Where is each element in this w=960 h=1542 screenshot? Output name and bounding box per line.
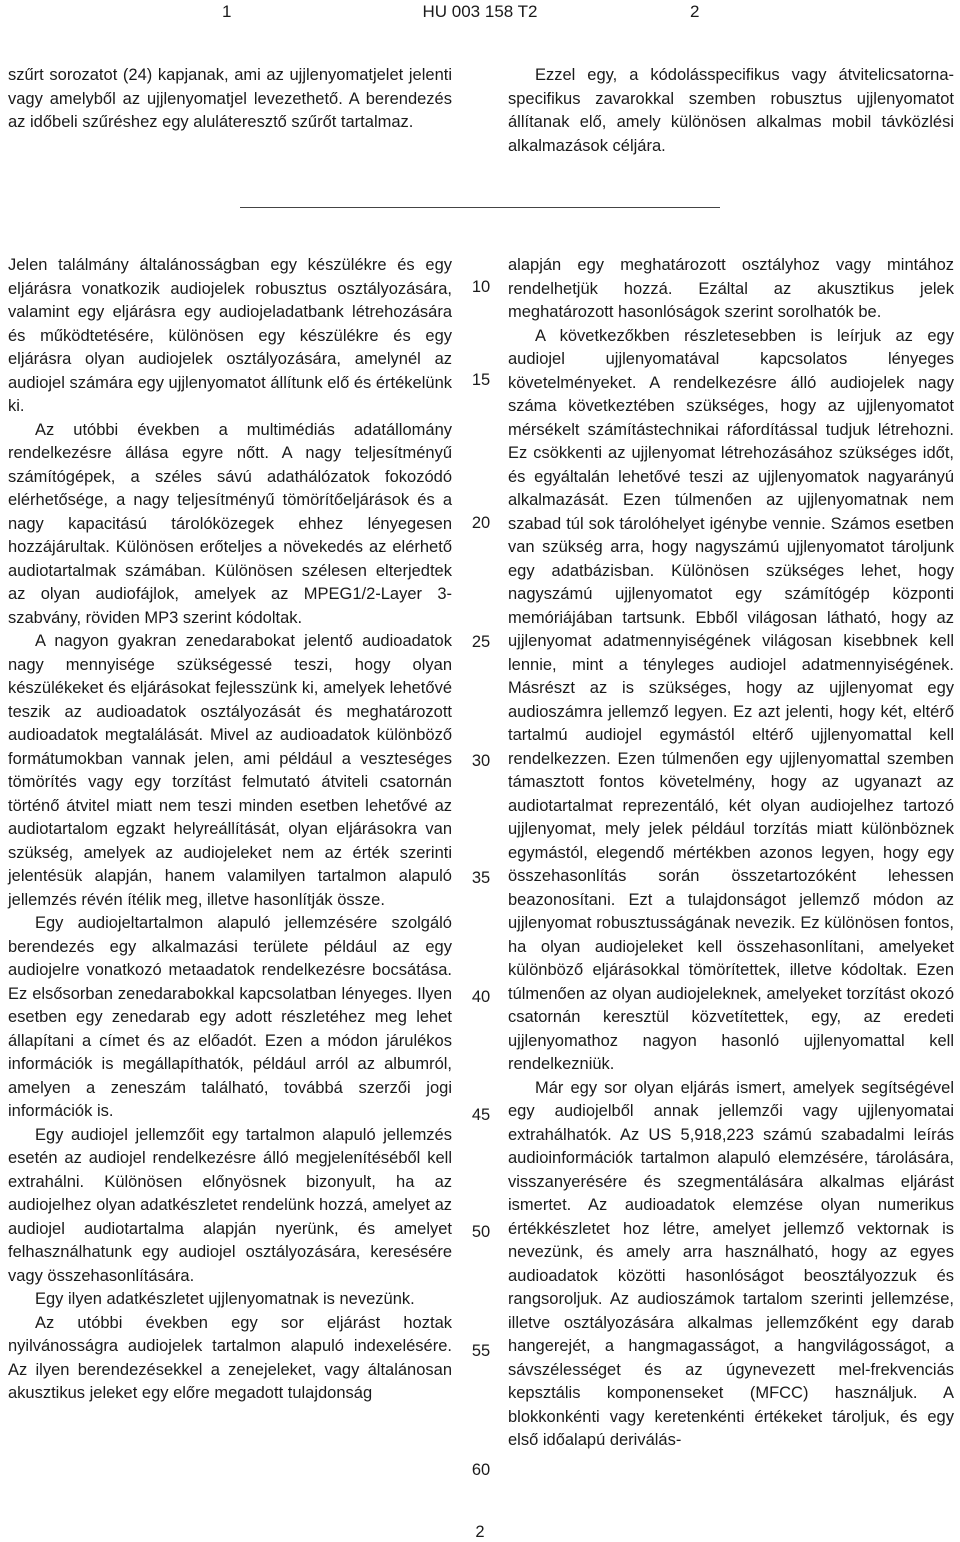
line-number: 35: [471, 869, 491, 887]
line-number: 10: [471, 278, 491, 296]
paragraph: A következőkben részletesebben is leírjuk az egy audiojel ujjlenyomatával kapcsolatos lényeges követelményeket. A rendelkezésre álló audiojelek nagy száma következtében szükséges, hogy az ujjlenyomatot mérsékelt számítástechnikai ráfordítással tudjuk létrehozni. Ez csökkenti az ujjlenyomat létrehozásához szükséges időt, és egyáltalán lehetővé teszi az ujjlenyomatok nagyarányú alkalmazását. Ezen túlmenően az ujjlenyomatnak nem szabad túl sok tárolóhelyet igénybe vennie. Számos esetben van szükség arra, hogy nagyszámú ujjlenyomatot tároljunk egy adatbázisban. Különösen szükséges lehet, hogy nagyszámú ujjlenyomatot egy számítógép központi memóriájában tartsunk. Ebből világosan látható, hogy az ujjlenyomat adatmennyiségének világosan kisebbnek kell lennie, mint a tényleges audiojel adatmennyiségének. Másrészt az is szükséges, hogy az ujjlenyomat egy audioszámra jellemző legyen. Ez azt jelenti, hogy két, eltérő tartalmú audiojel egymástól eltérő ujjlenyomattal kell rendelkezzen. Ezen túlmenően egy ujjlenyomattal szemben támasztott fontos követelmény, hogy az ugyanazt az audiotartalmat reprezentáló, két olyan audiojelhez tartozó ujjlenyomat, mely jelek például torzítás miatt különböznek egymástól, elegendő mértékben azonos legyen, hogy egy összehasonlítás során összetartozóként lehessen beazonosítani. Ezt a tulajdonságot jellemző módon az ujjlenyomat robusztusságának nevezik. Ez különösen fontos, ha olyan audiojeleket kell összehasonlítani, amelyeket különböző eljárásokkal tömörítettek, illetve kódoltak. Ezen túlmenően az olyan audiojeleknek, amelyeket torzítást okozó csatornán keresztül közvetítettek, egy, az eredeti ujjlenyomathoz nagyon hasonló ujjlenyomattal kell rendelkezniük.: [508, 326, 954, 1073]
paragraph: Egy audiojeltartalmon alapuló jellemzésére szolgáló berendezés egy alkalmazási területe például az egy audiojelre vonatkozó metaadatok rendelkezésre bocsátása. Ez elsősorban zenedarabokkal kapcsolatban lényeges. Ilyen esetben egy zenedarab egy adott részletéhez meg lehet állapítani a címet és az előadót. Ezen a módon járulékos információk is megállapíthatók, például arról az albumról, amelyen a zeneszám található, továbbá szerzői jogi információk is.: [8, 914, 452, 1120]
paragraph: Az utóbbi években egy sor eljárást hoztak nyilvánosságra audiojelek tartalmon alapuló indexelésére. Az ilyen berendezésekkel a zenejeleket, vagy általánosan akusztikus jeleket egy előre megadott tulajdonság: [8, 1313, 452, 1402]
page-number-left: 1: [222, 2, 232, 21]
line-number: 30: [471, 752, 491, 770]
line-number: 55: [471, 1342, 491, 1360]
line-number: 20: [471, 514, 491, 532]
page-footer-number: 2: [475, 1523, 485, 1541]
page-header: [0, 0, 960, 28]
paragraph: Egy audiojel jellemzőit egy tartalmon alapuló jellemzés esetén az audiojel rendelkezésre álló megjelenítéséből kell extrahálni. Különösen előnyösnek bizonyult, ha az audiojelhez olyan adatkészletet rendelünk hozzá, amelyet az audiojel audiotartalma alapján nyerünk, és amelyet felhasználhatunk egy audiojel osztályozására, keresésére vagy összehasonlítására.: [8, 1125, 452, 1285]
paragraph: Egy ilyen adatkészletet ujjlenyomatnak is nevezünk.: [35, 1290, 415, 1308]
paragraph: Az utóbbi években a multimédiás adatállomány rendelkezésre állása egyre nőtt. A nagy teljesítményű számítógépek, a széles sávú adathálózatok fokozódó elérhetősége, a nagy teljesítményű tömörítőeljárások és a nagy kapacitású tárolóközegek ehhez lényegesen hozzájárultak. Különösen erőteljes a növekedés az elérhető audiotartalmak számában. Különösen szélesen elterjedtek az olyan audiofájlok, amelyek az MPEG1/2-Layer 3-szabvány, röviden MP3 szerint kódoltak.: [8, 420, 452, 627]
top-right-paragraph: [508, 64, 954, 158]
line-number: 50: [471, 1223, 491, 1241]
line-number: 15: [471, 371, 491, 389]
paragraph: Jelen találmány általánosságban egy készülékre és egy eljárásra vonatkozik audiojelek robusztus osztályozására, valamint egy eljárásra egy audiojeladatbank létrehozására és működtetésére, különösen egy készülékre és egy eljárásra olyan audiojelek osztályozására, amelynél az audiojel számára egy ujjlenyomatot állítunk elő és értékelünk ki.: [8, 256, 452, 415]
line-number: 60: [471, 1461, 491, 1479]
paragraph: szűrt sorozatot (24) kapjanak, ami az ujjlenyomatjelet jelenti vagy amelyből az ujjlenyomatjel levezethető. A berendezés az időbeli szűréshez egy aluláteresztő szűrőt tartalmaz.: [8, 66, 452, 131]
right-column: [508, 254, 954, 1453]
section-divider: [240, 207, 720, 208]
paragraph: Már egy sor olyan eljárás ismert, amelyek segítségével egy audiojelből annak jellemzői vagy ujjlenyomatai extrahálhatók. Az US 5,918,223 számú szabadalmi leírás audioinformációk tartalmon alapuló elemzésére, tárolására, visszanyerésére és szegmentálására alkalmas eljárást ismertet. Az audioadatok elemzése olyan numerikus értékkészletet hoz létre, amelyet jellemző vektornak is nevezünk, és amely arra használható, hogy az egyes audioadatok közötti hasonlóságot beosztályozzuk és rangsoroljuk. Az audioszámok tartalom szerinti jellemzése, illetve osztályozására alkalmas jellemzőként egy darab hangerejét, a hangmagasságot, a hangvilágosságot, a sávszélességet és az úgynevezett mel-frekvenciás kepsztális komponenseket (MFCC) használjuk. A blokkonkénti vagy keretenkénti értékeket tároljuk, és egy első időalapú deriválás-: [508, 1078, 954, 1449]
page-number-right: 2: [690, 2, 700, 21]
line-number: 40: [471, 988, 491, 1006]
line-number: 25: [471, 633, 491, 651]
left-column: [8, 254, 452, 1406]
paragraph: A nagyon gyakran zenedarabokat jelentő audioadatok nagy mennyisége szükségessé teszi, hogy olyan készülékeket és eljárásokat fejlesszünk ki, amelyek lehetővé teszik az audioadatok osztályozását és meghatározott audioadatok megtalálását. Mivel az audioadatok különböző formátumokban vannak jelen, ami például a veszteséges tömörítés vagy egy torzítást felmutató átviteli csatornán történő átvitel miatt nem teszi minden esetben lehetővé az audiotartalom egzakt helyreállítását, olyan eljárásokra van szükség, amelyek az audiojeleket nem az érték szerinti jelentésük alapján, hanem valamilyen tartalmon alapuló jellemzés révén ítélik meg, illetve hasonlítják össze.: [8, 632, 452, 909]
paragraph: Ezzel egy, a kódolásspecifikus vagy átvitelicsatorna-specifikus zavarokkal szemben robusztus ujjlenyomatot állítanak elő, amely különösen alkalmas mobil távközlési alkalmazások céljára.: [508, 66, 954, 155]
paragraph: alapján egy meghatározott osztályhoz vagy mintához rendelhetjük hozzá. Ezáltal az akusztikus jelek meghatározott hasonlóságok szerint sorolhatók be.: [508, 256, 954, 321]
line-number: 45: [471, 1106, 491, 1124]
document-number: HU 003 158 T2: [422, 2, 538, 21]
top-left-paragraph: [8, 64, 452, 135]
